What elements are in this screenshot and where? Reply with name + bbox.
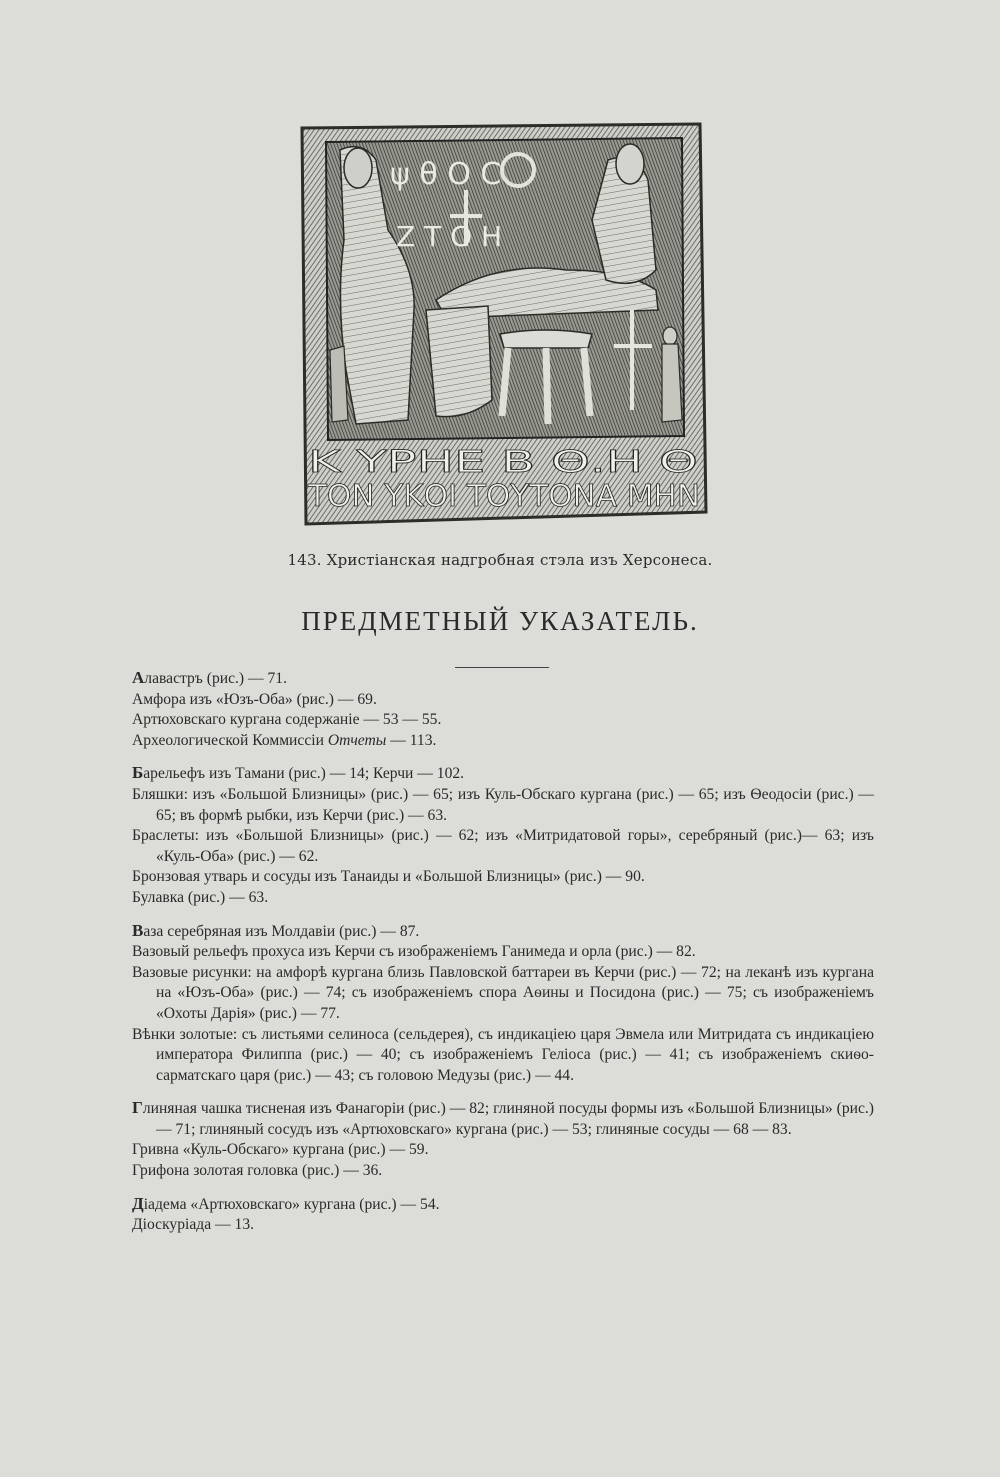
index-entry (132, 1140, 874, 1161)
index-entry-text: Археологической Коммиссіи (132, 731, 328, 749)
index-entry-pages: — 113. (386, 731, 437, 749)
index-entry-text: Вѣнки золотые: съ листьями селиноса (сельдерея), съ индикаціею царя Эвмела или Митридата съ индикаціею императора Филиппа (рис.) — 40; съ изображеніемъ Геліоса (рис.) — 41; съ изображеніемъ скиѳо-сарматскаго царя (рис.) — 43; съ головою Медузы (рис.) — 44. (132, 1025, 874, 1084)
index-entry (132, 1098, 874, 1140)
index-entry-text: Амфора изъ «Юзъ-Оба» (рис.) — 69. (132, 690, 377, 708)
figure-caption: 143. Христіанская надгробная стэла изъ Херсонеса. (287, 551, 713, 569)
index-initial-letter: В (132, 920, 144, 940)
index-entry (132, 888, 874, 909)
index-entry-text: Булавка (рис.) — 63. (132, 888, 269, 906)
index-initial-letter: Г (132, 1098, 143, 1118)
index-entry-text: Діоскуріада — 13. (132, 1216, 255, 1234)
index-entry-text: Гривна «Куль-Обскаго» кургана (рис.) — 59. (132, 1141, 429, 1159)
index-entry (132, 921, 874, 943)
index-initial-letter: Д (132, 1193, 144, 1213)
index-entry-italic: Отчеты (327, 731, 387, 749)
index-entry (132, 710, 874, 731)
inscription-middle: Ζ Τ Ο Η (396, 220, 503, 253)
index-entry (132, 1161, 874, 1182)
stele-drawing (296, 120, 710, 530)
index-entry (132, 826, 874, 867)
subject-index (132, 668, 874, 1236)
index-entry-text: линяная чашка тисненая изъ Фанагоріи (рис.) — 82; глиняной посуды формы изъ «Большой Близницы» (рис.) — 71; глиняный сосудъ изъ «Артюховскаго» кургана (рис.) — 53; глиняные сосуды — 68 — 83. (142, 1100, 874, 1138)
index-entry-text: арельефъ изъ Тамани (рис.) — 14; Керчи — 102. (143, 765, 465, 783)
inscription-top: ψ θ Ο C (390, 157, 502, 192)
index-entry-text: Бляшки: изъ «Большой Близницы» (рис.) — 65; изъ Куль-Обскаго кургана (рис.) — 65; изъ Ѳеодосіи (рис.) — 65; въ формѣ рыбки, изъ Керчи (рис.) — 63. (132, 785, 874, 824)
index-entry (132, 690, 874, 711)
index-entry (132, 668, 874, 690)
index-entry (132, 867, 874, 888)
index-entry (132, 1215, 874, 1236)
index-entry (132, 942, 874, 963)
inscription-band-line-2: ΤΟΝ ΥΚΟΙ ΤΟΥΤΟΝΑ ΜΗΝ (306, 479, 700, 514)
index-entry-text: Вазовый рельефъ прохуса изъ Керчи съ изображеніемъ Ганимеда и орла (рис.) — 82. (132, 943, 696, 961)
index-entry (132, 731, 874, 752)
index-entry-text: аза серебряная изъ Молдавіи (рис.) — 87. (143, 922, 420, 940)
page-title: ПРЕДМЕТНЫЙ УКАЗАТЕЛЬ. (301, 606, 699, 636)
inscription-band-line-1: Κ ΥΡΗΕ Β Θ.Η Θ (308, 445, 698, 480)
index-entry-text: лавастръ (рис.) — 71. (144, 670, 287, 687)
index-initial-letter: Б (132, 763, 144, 783)
index-entry-text: Грифона золотая головка (рис.) — 36. (132, 1162, 383, 1180)
index-entry (132, 763, 874, 785)
index-entry-text: Вазовые рисунки: на амфорѣ кургана близь Павловской баттареи въ Керчи (рис.) — 72; на леканѣ изъ кургана на «Юзъ-Оба» (рис.) — 74; съ изображеніемъ спора Аѳины и Посидона (рис.) — 75; съ изображеніемъ «Охоты Дарія» (рис.) — 77. (132, 963, 874, 1022)
index-entry-text: Артюховскаго кургана содержаніе — 53 — 55. (132, 711, 442, 729)
index-entry-text: Браслеты: изъ «Большой Близницы» (рис.) — 62; изъ «Митридатовой горы», серебряный (рис.)— 63; изъ «Куль-Оба» (рис.) — 62. (132, 827, 874, 865)
stele-illustration (296, 120, 710, 530)
index-entry-text: Бронзовая утварь и сосуды изъ Танаиды и «Большой Близницы» (рис.) — 90. (132, 868, 645, 886)
index-entry-text: іадема «Артюховскаго» кургана (рис.) — 54. (143, 1195, 440, 1213)
index-entry (132, 785, 874, 826)
index-entry (132, 1025, 874, 1087)
index-entry (132, 1194, 874, 1216)
index-entry (132, 963, 874, 1025)
index-initial-letter: А (132, 668, 145, 687)
